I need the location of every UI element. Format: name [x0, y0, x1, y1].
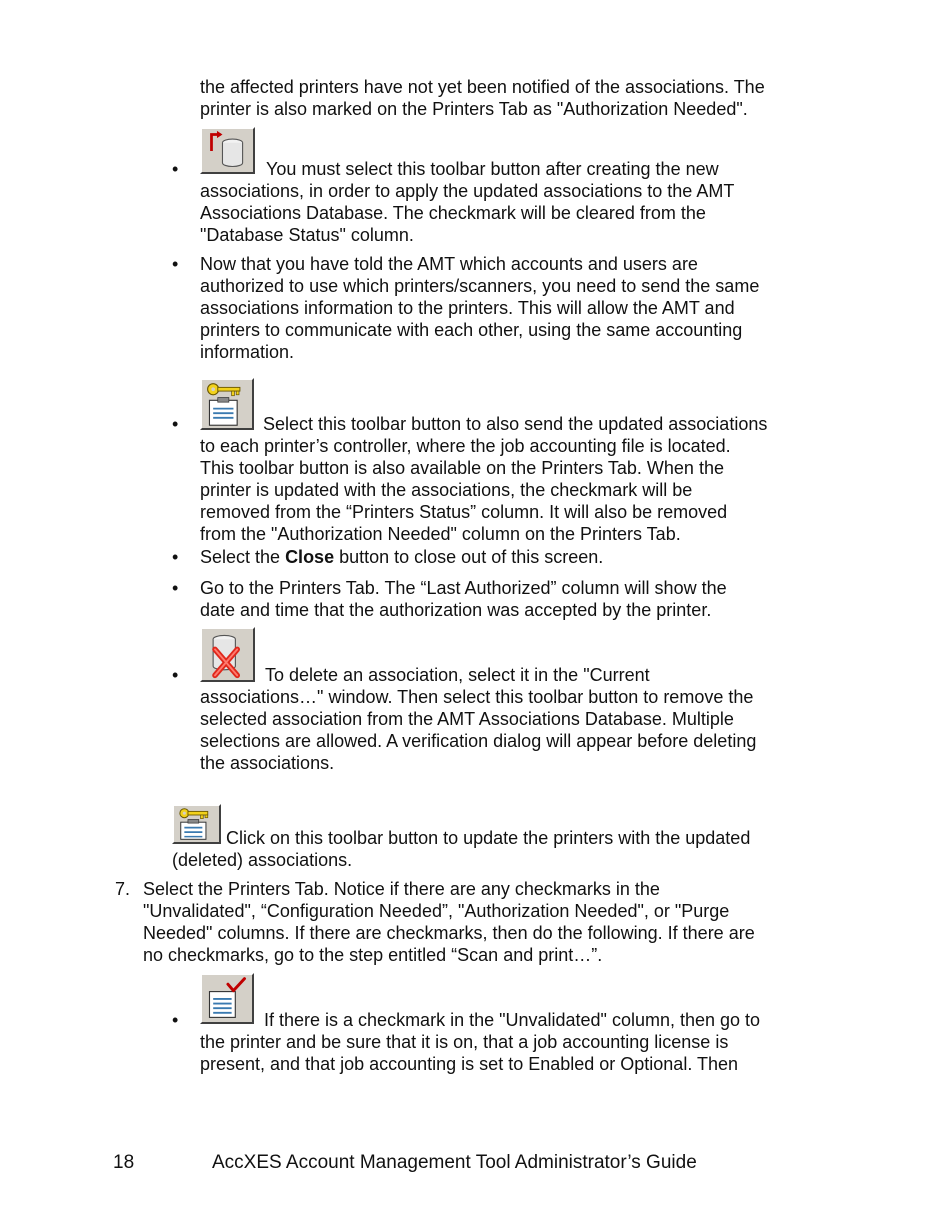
save-db-line: Associations Database. The checkmark will be cleared from the	[200, 203, 706, 223]
step7-line: Needed" columns. If there are checkmarks, then do the following. If there are	[143, 923, 755, 943]
go-printers-line: date and time that the authorization was accepted by the printer.	[200, 600, 712, 620]
delete-association-icon	[200, 627, 255, 682]
go-printers-line: Go to the Printers Tab. The “Last Authorized” column will show the	[200, 578, 727, 598]
save-db-line: You must select this toolbar button after creating the new	[266, 159, 719, 179]
key-clipboard-icon	[200, 378, 254, 430]
send-printers-line: This toolbar button is also available on the Printers Tab. When the	[200, 458, 724, 478]
intro-line: printer is also marked on the Printers Tab as "Authorization Needed".	[200, 99, 748, 119]
validate-checkmark-icon	[200, 973, 254, 1024]
bullet-marker: •	[172, 254, 179, 274]
close-instruction: Select the Close button to close out of this screen.	[200, 547, 604, 567]
update-note-line: Click on this toolbar button to update the printers with the updated	[226, 828, 751, 848]
delete-line: the associations.	[200, 753, 335, 773]
database-save-icon	[200, 127, 255, 174]
send-printers-line: from the "Authorization Needed" column on the Printers Tab.	[200, 524, 681, 544]
now-told-line: authorized to use which printers/scanners, you need to send the same	[200, 276, 760, 296]
step-number: 7.	[115, 879, 131, 899]
bullet-marker: •	[172, 159, 179, 179]
step7-line: Select the Printers Tab. Notice if there are any checkmarks in the	[143, 879, 660, 899]
send-printers-line: removed from the “Printers Status” column. It will also be removed	[200, 502, 728, 522]
delete-line: To delete an association, select it in the "Current	[265, 665, 650, 685]
delete-line: selected association from the AMT Associations Database. Multiple	[200, 709, 734, 729]
close-label: Close	[285, 547, 335, 567]
key-clipboard-icon	[172, 804, 221, 844]
step7-line: "Unvalidated", “Configuration Needed”, "Authorization Needed", or "Purge	[143, 901, 730, 921]
save-db-line: associations, in order to apply the updated associations to the AMT	[200, 181, 735, 201]
unvalidated-line: present, and that job accounting is set to Enabled or Optional. Then	[200, 1054, 739, 1074]
send-printers-line: printer is updated with the associations, the checkmark will be	[200, 480, 693, 500]
send-printers-line: Select this toolbar button to also send the updated associations	[263, 414, 768, 434]
now-told-line: printers to communicate with each other, using the same accounting	[200, 320, 743, 340]
footer-title: AccXES Account Management Tool Administrator’s Guide	[212, 1152, 697, 1173]
bullet-marker: •	[172, 414, 179, 434]
send-printers-line: to each printer’s controller, where the job accounting file is located.	[200, 436, 731, 456]
now-told-line: Now that you have told the AMT which accounts and users are	[200, 254, 698, 274]
intro-line: the affected printers have not yet been notified of the associations. The	[200, 77, 765, 97]
step7-line: no checkmarks, go to the step entitled “Scan and print…”.	[143, 945, 603, 965]
delete-line: associations…" window. Then select this toolbar button to remove the	[200, 687, 754, 707]
bullet-marker: •	[172, 1010, 179, 1030]
bullet-marker: •	[172, 578, 179, 598]
delete-line: selections are allowed. A verification dialog will appear before deleting	[200, 731, 757, 751]
now-told-line: information.	[200, 342, 295, 362]
unvalidated-line: the printer and be sure that it is on, that a job accounting license is	[200, 1032, 729, 1052]
bullet-marker: •	[172, 665, 179, 685]
bullet-marker: •	[172, 547, 179, 567]
update-note-line: (deleted) associations.	[172, 850, 353, 870]
unvalidated-line: If there is a checkmark in the "Unvalidated" column, then go to	[264, 1010, 761, 1030]
page-number: 18	[113, 1152, 135, 1173]
save-db-line: "Database Status" column.	[200, 225, 414, 245]
now-told-line: associations information to the printers. This will allow the AMT and	[200, 298, 735, 318]
